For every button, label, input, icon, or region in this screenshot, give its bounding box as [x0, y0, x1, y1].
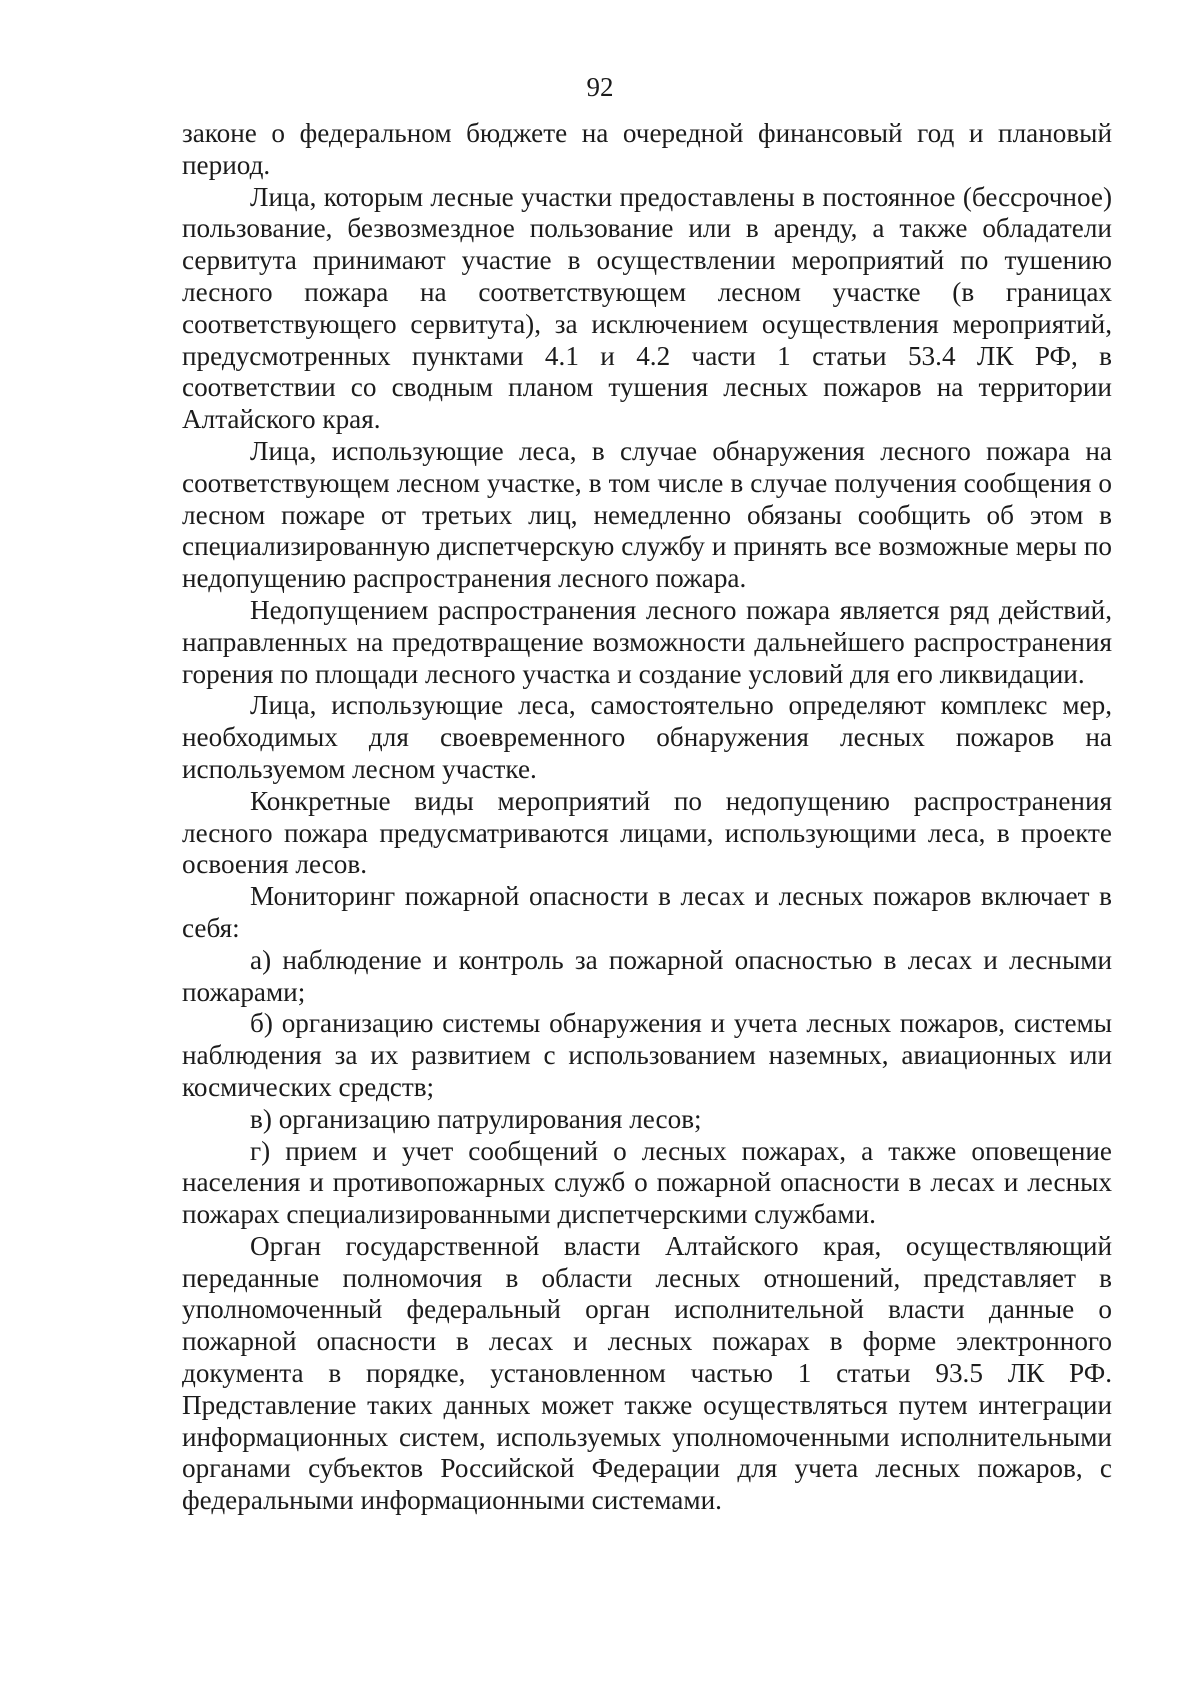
paragraph-spread-prevention-definition: Недопущением распространения лесного пожара является ряд действий, направленных на предотвращение возможности дальнейшего распространения горения по площади лесного участка и создание условий для его ликвидации.: [182, 594, 1112, 689]
paragraph-project-measures: Конкретные виды мероприятий по недопущению распространения лесного пожара предусматриваются лицами, использующими леса, в проекте освоения лесов.: [182, 785, 1112, 880]
list-item-d: г) прием и учет сообщений о лесных пожарах, а также оповещение населения и противопожарных служб о пожарной опасности в лесах и лесных пожарах специализированными диспетчерскими службами.: [182, 1135, 1112, 1230]
page-number: 92: [586, 72, 614, 102]
paragraph-monitoring-intro: Мониторинг пожарной опасности в лесах и лесных пожаров включает в себя:: [182, 881, 1112, 943]
list-item-c: в) организацию патрулирования лесов;: [250, 1103, 702, 1134]
paragraph-detection-measures: Лица, использующие леса, самостоятельно определяют комплекс мер, необходимых для своевременного обнаружения лесных пожаров на используемом лесном участке.: [182, 690, 1112, 784]
list-item-b: б) организацию системы обнаружения и учета лесных пожаров, системы наблюдения за их развитием с использованием наземных, авиационных или космических средств;: [182, 1008, 1112, 1102]
list-item-a: а) наблюдение и контроль за пожарной опасностью в лесах и лесными пожарами;: [182, 944, 1112, 1007]
document-body: [182, 118, 1112, 1517]
paragraph-data-reporting: Орган государственной власти Алтайского края, осуществляющий переданные полномочия в области лесных отношений, представляет в уполномоченный федеральный орган исполнительной власти данные о пожарной опасности в лесах и лесных пожарах в форме электронного документа в порядке, установленном частью 1 статьи 93.5 ЛК РФ. Представление таких данных может также осуществляться путем интеграции информационных систем, используемых уполномоченными исполнительными органами субъектов Российской Федерации для учета лесных пожаров, с федеральными информационными системами.: [182, 1230, 1112, 1516]
paragraph-firefighting-participation: Лица, которым лесные участки предоставлены в постоянное (бессрочное) пользование, безвозмездное пользование или в аренду, а также обладатели сервитута принимают участие в осуществлении мероприятий по тушению лесного пожара на соответствующем лесном участке (в границах соответствующего сервитута), за исключением осуществления мероприятий, предусмотренных пунктами 4.1 и 4.2 части 1 статьи 53.4 ЛК РФ, в соответствии со сводным планом тушения лесных пожаров на территории Алтайского края.: [182, 181, 1112, 435]
paragraph-continuation: законе о федеральном бюджете на очередной финансовый год и плановый период.: [182, 118, 1112, 180]
paragraph-fire-detection-duty: Лица, использующие леса, в случае обнаружения лесного пожара на соответствующем лесном участке, в том числе в случае получения сообщения о лесном пожаре от третьих лиц, немедленно обязаны сообщить об этом в специализированную диспетчерскую службу и принять все возможные меры по недопущению распространения лесного пожара.: [182, 435, 1112, 594]
